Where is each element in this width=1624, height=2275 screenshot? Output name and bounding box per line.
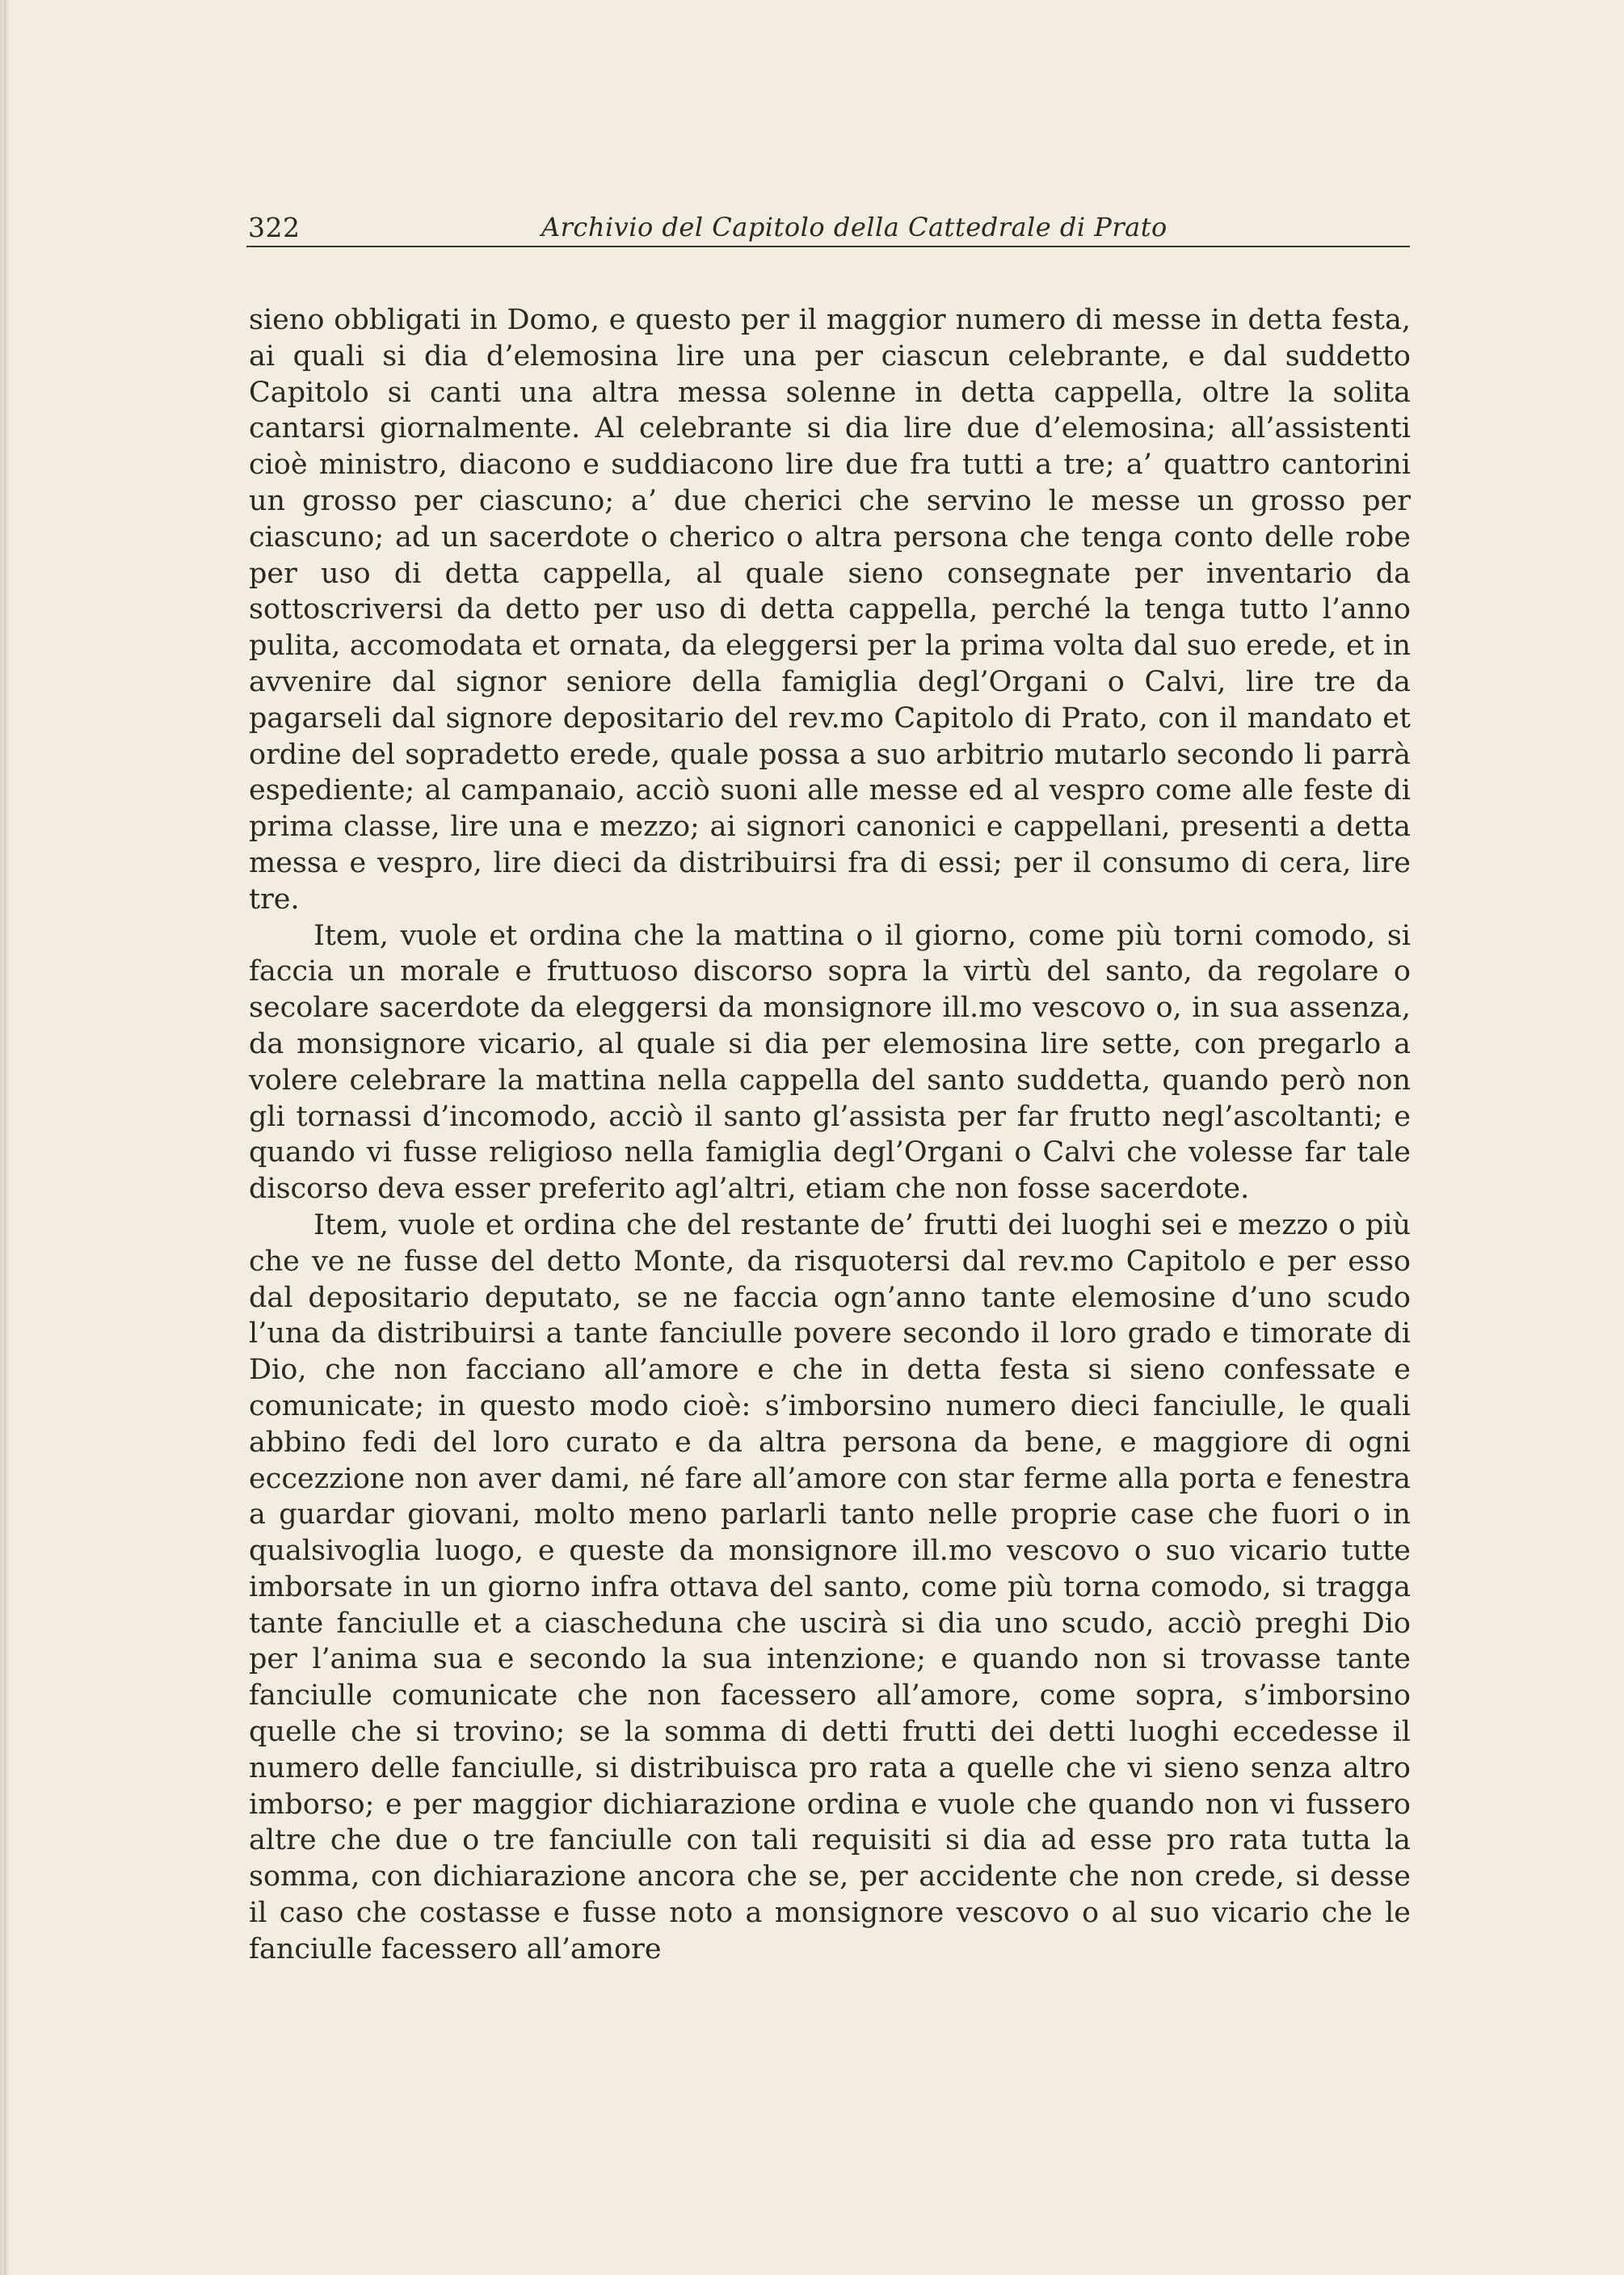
paragraph-item-dowries: Item, vuole et ordina che del restante de’ frutti dei luoghi sei e mezzo o più che ve ne fusse del detto Monte, da risquotersi dal rev.mo Capitolo e per esso dal depositario deputato, se ne faccia ogn’anno tante elemosine d’uno scudo l’una da distribuirsi a tante fanciulle povere secondo il loro grado e timorate di Dio, che non facciano all’amore e che in detta festa si sieno confessate e comunicate; in questo modo cioè: s’imborsino numero dieci fanciulle, le quali abbino fedi del loro curato e da altra persona da bene, e maggiore di ogni eccezzione non aver dami, né fare all’amore con star ferme alla porta e fenestra a guardar giovani, molto meno parlarli tanto nelle proprie case che fuori o in qualsivoglia luogo, e queste da monsignore ill.mo vescovo o suo vicario tutte imborsate in un giorno infra ottava del santo, come più torna comodo, si tragga tante fanciulle et a ciascheduna che uscirà si dia uno scudo, acciò preghi Dio per l’anima sua e secondo la sua intenzione; e quando non si trovasse tante fanciulle comunicate che non facessero all’amore, come sopra, s’imborsino quelle che si trovino; se la somma di detti frutti dei detti luoghi eccedesse il numero delle fanciulle, si distribuisca pro rata a quelle che vi sieno senza altro imborso; e per maggior dichiarazione ordina e vuole che quando non vi fussero altre che due o tre fanciulle con tali requisiti si dia ad esse pro rata tutta la somma, con dichiarazione ancora che se, per accidente che non crede, si desse il caso che costasse e fusse noto a monsignore vescovo o al suo vicario che le fanciulle facessero all’amore — [249, 1208, 1411, 1965]
paragraph-continuation: sieno obbligati in Domo, e questo per il maggior numero di messe in detta festa, ai quali si dia d’elemosina lire una per ciascun celebrante, e dal suddetto Capitolo si canti una altra messa solenne in detta cappella, oltre la solita cantarsi giornalmente. Al celebrante si dia lire due d’elemosina; all’assistenti cioè ministro, diacono e suddiacono lire due fra tutti a tre; a’ quattro cantorini un grosso per ciascuno; a’ due cherici che servino le messe un grosso per ciascuno; ad un sacerdote o cherico o altra persona che tenga conto delle robe per uso di detta cappella, al quale sieno consegnate per inventario da sottoscriversi da detto per uso di detta cappella, perché la tenga tutto l’anno pulita, accomodata et ornata, da eleggersi per la prima volta dal suo erede, et in avvenire dal signor seniore della famiglia degl’Organi o Calvi, lire tre da pagarseli dal signore depositario del rev.mo Capitolo di Prato, con il mandato et ordine del sopradetto erede, quale possa a suo arbitrio mutarlo secondo li parrà espediente; al campanaio, acciò suoni alle messe ed al vespro come alle feste di prima classe, lire una e mezzo; ai signori canonici e cappellani, presenti a detta messa e vespro, lire dieci da distribuirsi fra di essi; per il consumo di cera, lire tre. — [249, 304, 1411, 916]
page-edge — [0, 0, 11, 2275]
running-head — [246, 205, 1410, 247]
body-text — [249, 302, 1411, 1968]
page-number: 322 — [248, 212, 301, 243]
running-title: Archivio del Capitolo della Cattedrale di Prato — [541, 212, 1168, 242]
paragraph-item-sermon: Item, vuole et ordina che la mattina o il giorno, come più torni comodo, si faccia un morale e fruttuoso discorso sopra la virtù del santo, da regolare o secolare sacerdote da eleggersi da monsignore ill.mo vescovo o, in sua assenza, da monsignore vicario, al quale si dia per elemosina lire sette, con pregarlo a volere celebrare la mattina nella cappella del santo suddetta, quando però non gli tornassi d’incomodo, acciò il santo gl’assista per far frutto negl’ascoltanti; e quando vi fusse religioso nella famiglia degl’Organi o Calvi che volesse far tale discorso deva esser preferito agl’altri, etiam che non fosse sacerdote. — [249, 919, 1411, 1206]
